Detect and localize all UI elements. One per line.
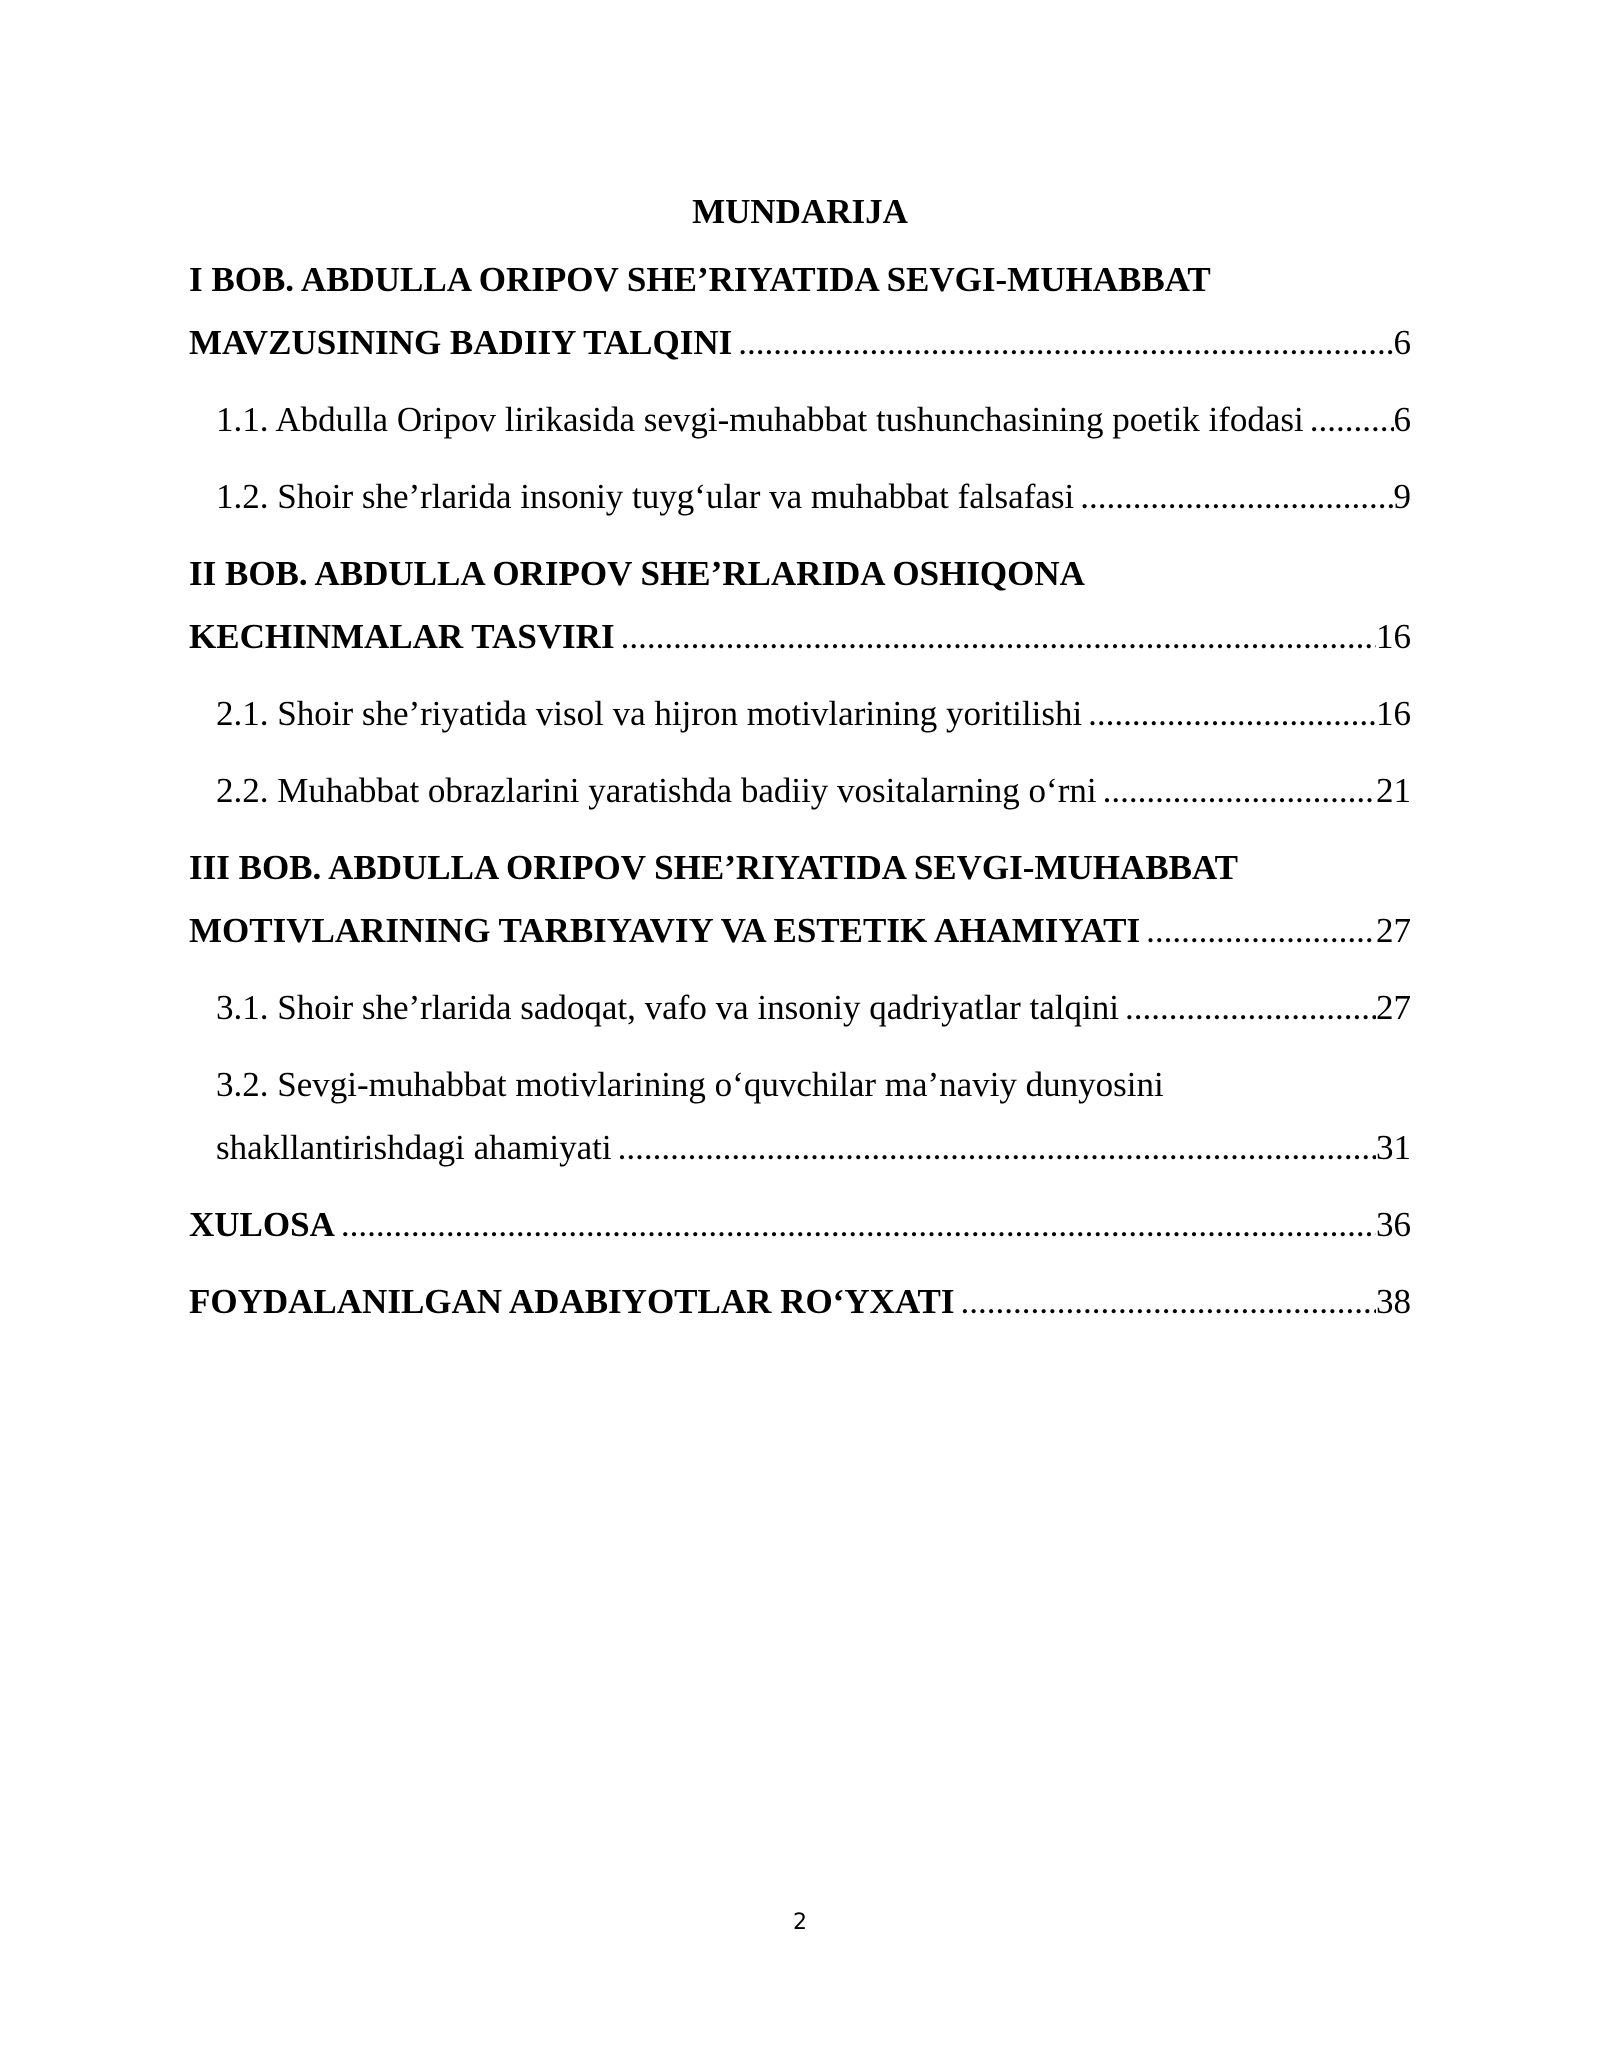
toc-entry-conclusion-page: 36	[1376, 1205, 1411, 1244]
toc-entry-section-3-1-title: 3.1. Shoir she’rlarida sadoqat, vafo va insoniy qadriyatlar talqini	[216, 988, 1119, 1027]
toc-entry-chapter-2-title-line-2: KECHINMALAR TASVIRI	[189, 617, 615, 656]
toc-entry-chapter-3-title-line-2: MOTIVLARINING TARBIYAVIY VA ESTETIK AHAMIYATI	[189, 911, 1141, 950]
toc-entry-section-2-2[interactable]	[189, 759, 1411, 822]
toc-entry-section-2-2-title: 2.2. Muhabbat obrazlarini yaratishda badiiy vositalarning o‘rni	[216, 771, 1097, 810]
toc-entry-section-2-1-page: 16	[1376, 694, 1411, 733]
toc-entry-section-2-1-title: 2.1. Shoir she’riyatida visol va hijron motivlarining yoritilishi	[216, 694, 1083, 733]
toc-entry-chapter-1-leader	[189, 311, 1411, 374]
toc-entry-section-1-1[interactable]	[189, 388, 1411, 451]
toc-entry-chapter-3-page: 27	[1376, 911, 1411, 950]
toc-entry-section-1-2-page: 9	[1393, 477, 1411, 516]
dot-leader	[618, 1116, 1376, 1179]
dot-leader	[341, 1193, 1376, 1256]
toc-entry-section-3-2-title-line-1: 3.2. Sevgi-muhabbat motivlarining o‘quvchilar ma’naviy dunyosini	[216, 1065, 1164, 1104]
dot-leader	[1103, 759, 1376, 822]
toc-entry-section-3-1[interactable]	[189, 976, 1411, 1039]
toc-entry-references-title: FOYDALANILGAN ADABIYOTLAR RO‘YXATI	[189, 1282, 955, 1321]
dot-leader	[1125, 976, 1376, 1039]
toc-entry-chapter-2-page: 16	[1376, 617, 1411, 656]
toc-entry-conclusion[interactable]	[189, 1193, 1411, 1256]
toc-entry-references[interactable]	[189, 1270, 1411, 1333]
toc-entry-section-3-2-title-line-2: shakllantirishdagi ahamiyati	[216, 1128, 612, 1167]
toc-entry-chapter-2-title-line-1: II BOB. ABDULLA ORIPOV SHE’RLARIDA OSHIQONA	[189, 554, 1085, 593]
table-of-contents	[189, 248, 1411, 1333]
dot-leader	[1310, 388, 1394, 451]
toc-entry-chapter-1-title-line-2: MAVZUSINING BADIIY TALQINI	[189, 323, 733, 362]
toc-entry-references-page: 38	[1376, 1282, 1411, 1321]
toc-entry-conclusion-title: XULOSA	[189, 1205, 335, 1244]
dot-leader	[961, 1270, 1376, 1333]
toc-entry-section-2-1[interactable]	[189, 682, 1411, 745]
toc-entry-chapter-3[interactable]	[189, 836, 1411, 962]
page-number: 2	[793, 1910, 807, 1935]
toc-entry-chapter-1-title-line-1: I BOB. ABDULLA ORIPOV SHE’RIYATIDA SEVGI-MUHABBAT	[189, 260, 1211, 299]
dot-leader	[621, 605, 1376, 668]
toc-entry-chapter-1-page: 6	[1393, 323, 1411, 362]
toc-entry-chapter-3-title-line-1: III BOB. ABDULLA ORIPOV SHE’RIYATIDA SEVGI-MUHABBAT	[189, 848, 1238, 887]
toc-entry-section-1-1-page: 6	[1393, 400, 1411, 439]
dot-leader	[738, 311, 1393, 374]
toc-entry-chapter-1[interactable]	[189, 248, 1411, 374]
toc-entry-section-1-2[interactable]	[189, 465, 1411, 528]
toc-entry-section-3-1-page: 27	[1376, 988, 1411, 1027]
toc-title: MUNDARIJA	[692, 192, 908, 231]
toc-entry-section-2-2-page: 21	[1376, 771, 1411, 810]
toc-entry-section-1-2-title: 1.2. Shoir she’rlarida insoniy tuyg‘ular va muhabbat falsafasi	[216, 477, 1075, 516]
dot-leader	[1088, 682, 1376, 745]
toc-entry-section-3-2[interactable]	[189, 1053, 1411, 1179]
dot-leader	[1080, 465, 1393, 528]
dot-leader	[1146, 899, 1376, 962]
toc-entry-section-1-1-title: 1.1. Abdulla Oripov lirikasida sevgi-muhabbat tushunchasining poetik ifodasi	[216, 400, 1304, 439]
toc-entry-chapter-2[interactable]	[189, 542, 1411, 668]
toc-entry-section-3-2-page: 31	[1376, 1128, 1411, 1167]
